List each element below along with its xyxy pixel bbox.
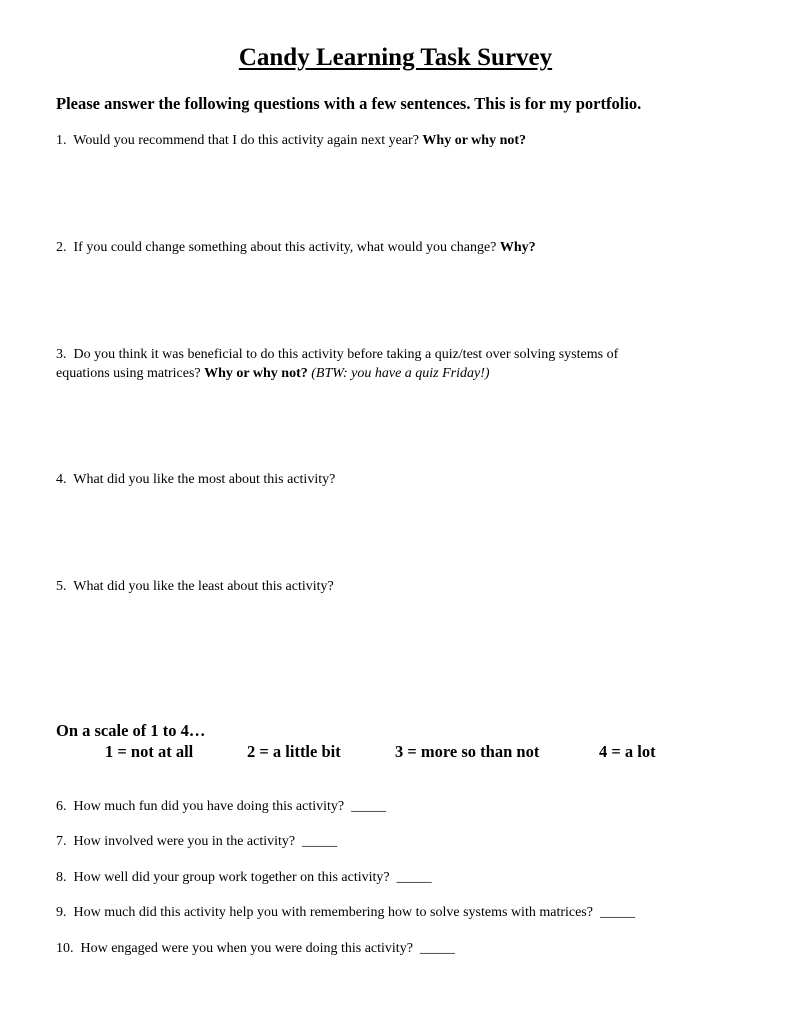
scale-option-1: 1 = not at all [105,742,194,761]
question-3-continued [56,366,490,382]
question-text: equations using matrices? [56,366,201,381]
answer-blank[interactable]: _____ [396,870,432,885]
answer-blank[interactable]: _____ [419,941,455,956]
question-1 [56,133,526,149]
question-text: Would you recommend that I do this activity again next year? [73,133,419,148]
question-number: 8. [56,870,67,885]
scale-option-3: 3 = more so than not [395,742,540,761]
question-number: 9. [56,905,67,920]
scale-option-4: 4 = a lot [599,742,656,761]
question-number: 6. [56,799,67,814]
question-8 [56,870,432,886]
answer-blank[interactable]: _____ [351,799,387,814]
question-note: (BTW: you have a quiz Friday!) [311,366,490,381]
question-emphasis: Why or why not? [422,133,527,148]
question-text: Do you think it was beneficial to do this activity before taking a quiz/test over solving systems of [73,347,619,362]
question-text: How involved were you in the activity? [73,834,296,849]
question-number: 7. [56,834,67,849]
question-7 [56,834,337,850]
answer-blank[interactable]: _____ [599,905,635,920]
question-6 [56,799,386,815]
question-4 [56,472,335,488]
question-10 [56,941,455,957]
instructions: Please answer the following questions with a few sentences. This is for my portfolio. [56,94,642,113]
question-5 [56,579,334,595]
question-emphasis: Why or why not? [204,366,308,381]
question-number: 1. [56,133,67,148]
question-number: 2. [56,240,67,255]
question-3 [56,347,618,363]
question-text: How much did this activity help you with remembering how to solve systems with matrices? [73,905,593,920]
scale-heading: On a scale of 1 to 4… [56,721,206,740]
scale-option-2: 2 = a little bit [247,742,341,761]
question-number: 10. [56,941,74,956]
question-text: How engaged were you when you were doing this activity? [80,941,413,956]
question-2 [56,240,536,256]
question-number: 4. [56,472,67,487]
question-text: How much fun did you have doing this activity? [73,799,345,814]
page-title: Candy Learning Task Survey [238,44,553,71]
question-emphasis: Why? [499,240,536,255]
answer-blank[interactable]: _____ [302,834,338,849]
question-number: 3. [56,347,67,362]
question-9 [56,905,635,921]
question-text: What did you like the most about this activity? [73,472,336,487]
question-text: How well did your group work together on this activity? [73,870,390,885]
question-number: 5. [56,579,67,594]
question-text: If you could change something about this activity, what would you change? [73,240,497,255]
question-text: What did you like the least about this activity? [73,579,334,594]
